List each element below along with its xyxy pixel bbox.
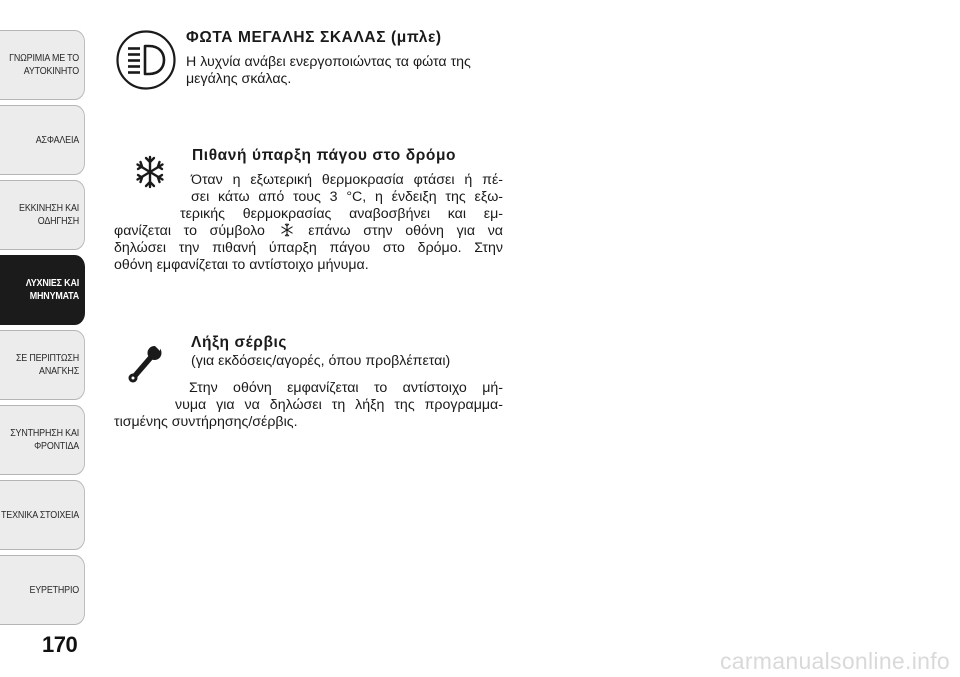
high-beam-line-1: Η λυχνία ανάβει ενεργοποιώντας τα φώτα της: [186, 54, 471, 70]
tab-label-line1: ΤΕΧΝΙΚΑ ΣΤΟΙΧΕΙΑ: [1, 508, 80, 521]
tab-index[interactable]: [0, 555, 85, 625]
ice-line-4b: επάνω στην οθόνη για να: [308, 223, 503, 239]
tab-emergency[interactable]: [0, 330, 85, 400]
service-line-1: Στην οθόνη εμφανίζεται το αντίστοιχο μή-: [189, 380, 503, 396]
watermark: carmanualsonline.info: [719, 648, 950, 674]
page-number: 170: [42, 632, 78, 657]
ice-line-1: Όταν η εξωτερική θερμοκρασία φτάσει ή πέ-: [191, 172, 503, 188]
service-line-3: τισμένης συντήρησης/σέρβις.: [114, 414, 298, 430]
tab-warning-lights-messages[interactable]: [0, 255, 85, 325]
ice-warning-description: [114, 172, 503, 274]
tab-label-line2: ΑΥΤΟΚΙΝΗΤΟ: [23, 65, 80, 77]
ice-line-4a: φανίζεται το σύμβολο: [114, 223, 265, 239]
service-subtitle: (για εκδόσεις/αγορές, όπου προβλέπεται): [191, 353, 451, 369]
service-line-2: νυμα για να δηλώσει τη λήξη της προγραμμα-: [175, 397, 503, 413]
tab-label-line1: ΕΥΡΕΤΗΡΙΟ: [29, 583, 80, 596]
tab-starting-driving[interactable]: [0, 180, 85, 250]
service-title: Λήξη σέρβις: [191, 334, 288, 351]
high-beam-icon: [115, 29, 177, 96]
tab-label-line2: ΟΔΗΓΗΣΗ: [37, 215, 80, 227]
tab-label-line2: ΜΗΝΥΜΑΤΑ: [29, 290, 80, 302]
tab-technical-data[interactable]: [0, 480, 85, 550]
ice-line-4: [114, 223, 503, 240]
ice-warning-title: Πιθανή ύπαρξη πάγου στο δρόμο: [192, 147, 457, 164]
tab-getting-to-know-car[interactable]: [0, 30, 85, 100]
high-beam-title: ΦΩΤΑ ΜΕΓΑΛΗΣ ΣΚΑΛΑΣ (μπλε): [186, 29, 442, 46]
ice-line-5: δηλώσει την πιθανή ύπαρξη πάγου στο δρόμο. Στην: [114, 240, 503, 256]
ice-line-6: οθόνη εμφανίζεται το αντίστοιχο μήνυμα.: [114, 257, 369, 273]
tab-label-line2: ΦΡΟΝΤΙΔΑ: [34, 440, 80, 452]
tab-label-line1: ΓΝΩΡΙΜΙΑ ΜΕ ΤΟ: [9, 52, 80, 64]
high-beam-line-2: μεγάλης σκάλας.: [186, 71, 292, 87]
tab-safety[interactable]: [0, 105, 85, 175]
service-description: [114, 380, 503, 431]
snowflake-inline-icon: [280, 223, 294, 237]
tab-label-line1: ΑΣΦΑΛΕΙΑ: [35, 133, 80, 146]
high-beam-description: [186, 54, 504, 88]
ice-line-3: τερικής θερμοκρασίας αναβοσβήνει και εμ-: [180, 206, 503, 222]
tab-label-line1: ΣΕ ΠΕΡΙΠΤΩΣΗ: [15, 352, 80, 364]
tab-label-line1: ΣΥΝΤΗΡΗΣΗ ΚΑΙ: [10, 427, 80, 439]
tab-label-line1: ΛΥΧΝΙΕΣ ΚΑΙ: [25, 277, 80, 289]
tab-maintenance-care[interactable]: [0, 405, 85, 475]
ice-line-2: σει κάτω από τους 3 °C, η ένδειξη της εξω-: [191, 189, 503, 205]
tab-label-line1: ΕΚΚΙΝΗΣΗ ΚΑΙ: [19, 202, 80, 214]
tab-label-line2: ΑΝΑΓΚΗΣ: [39, 365, 80, 377]
